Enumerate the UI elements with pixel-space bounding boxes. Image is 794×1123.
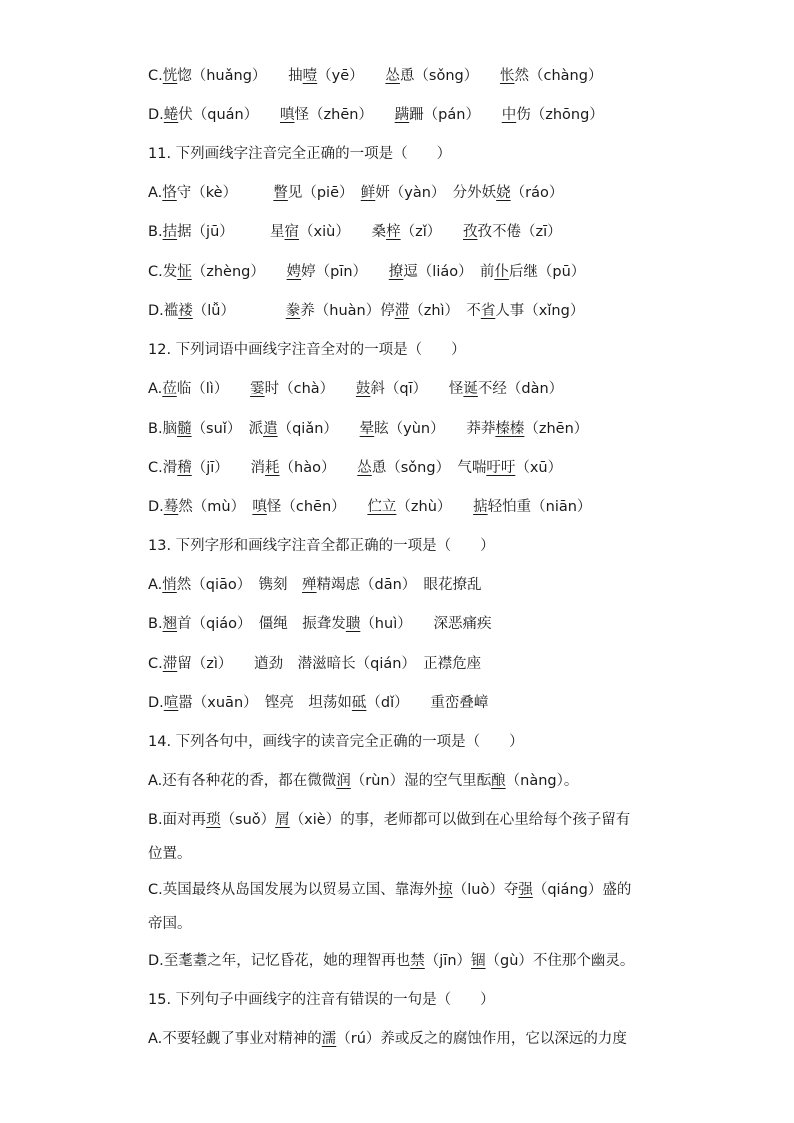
- text-line: [148, 66, 678, 86]
- text-segment: （zhì） 不: [409, 303, 481, 319]
- text-segment: （rú）养或反之的腐蚀作用，它以深远的力度: [336, 1031, 627, 1047]
- underlined-char: 宿: [284, 224, 300, 240]
- underlined-char: 砥: [351, 695, 367, 711]
- text-segment: D.: [148, 303, 164, 319]
- underlined-char: 仆: [494, 264, 509, 280]
- text-segment: 轻怕重（niān）: [487, 499, 592, 515]
- underlined-char: 蜷: [163, 107, 179, 123]
- text-segment: C.: [148, 460, 163, 476]
- text-line: [148, 497, 678, 517]
- underlined-char: 伫立: [367, 499, 397, 515]
- underlined-char: 滞: [162, 656, 178, 672]
- text-line: [148, 419, 678, 439]
- text-segment: 帝国。: [148, 916, 192, 932]
- text-segment: 婷（pīn）: [301, 264, 389, 280]
- text-line: [148, 614, 678, 634]
- text-line: [148, 771, 678, 791]
- text-segment: B.: [148, 616, 163, 632]
- underlined-char: 蓦: [163, 499, 179, 515]
- text-line: [148, 990, 678, 1010]
- text-line: [148, 536, 678, 556]
- text-segment: 养（huàn）停: [300, 303, 395, 319]
- text-segment: 留（zì） 遒劲 潜滋暗长（qián） 正襟危座: [177, 656, 482, 672]
- text-segment: （rùn）湿的空气里酝: [350, 773, 492, 789]
- underlined-char: 喧: [163, 695, 179, 711]
- underlined-char: 撩: [388, 264, 404, 280]
- text-segment: （xiù） 桑: [299, 224, 387, 240]
- text-segment: （xū）: [515, 460, 563, 476]
- underlined-char: 濡: [321, 1031, 337, 1047]
- text-segment: 临（lì）: [176, 381, 251, 397]
- underlined-char: 髓: [177, 421, 192, 437]
- text-segment: 后继（pū）: [508, 264, 586, 280]
- text-segment: （qiáng）盛的: [532, 882, 632, 898]
- text-segment: D.: [148, 695, 164, 711]
- text-segment: 时（chà）: [264, 381, 356, 397]
- text-line: [148, 222, 678, 242]
- underlined-char: 拮: [162, 224, 178, 240]
- text-segment: D.: [148, 107, 164, 123]
- text-segment: A.: [148, 577, 163, 593]
- text-line: [148, 144, 678, 164]
- text-line: [148, 732, 678, 752]
- text-segment: 孜不倦（zī）: [477, 224, 562, 240]
- text-line: [148, 951, 678, 971]
- underlined-char: 娆: [496, 185, 511, 201]
- text-segment: （suǒ）: [220, 812, 276, 828]
- underlined-char: 遣: [263, 421, 278, 437]
- text-line: [148, 379, 678, 399]
- underlined-char: 娉: [286, 264, 302, 280]
- text-segment: 人事（xǐng）: [495, 303, 585, 319]
- text-segment: 怪（zhēn）: [294, 107, 395, 123]
- text-segment: 逗（liáo） 前: [403, 264, 495, 280]
- underlined-char: 怔: [177, 264, 192, 280]
- underlined-char: 褛: [178, 303, 193, 319]
- underlined-char: 瞥: [273, 185, 288, 201]
- underlined-char: 聩: [345, 616, 361, 632]
- text-segment: （nàng）。: [505, 773, 579, 789]
- underlined-char: 恪: [162, 185, 177, 201]
- text-segment: 跚（pán）: [409, 107, 502, 123]
- text-line: [148, 914, 678, 934]
- underlined-char: 怂: [385, 68, 400, 84]
- underlined-char: 强: [518, 882, 533, 898]
- underlined-char: 诞: [463, 381, 478, 397]
- text-segment: 妍（yàn） 分外妖: [375, 185, 497, 201]
- text-segment: （xiè）的事，老师都可以做到在心里给每个孩子留有: [289, 812, 631, 828]
- text-segment: 惚（huǎng） 抽: [177, 68, 303, 84]
- text-segment: 滑: [162, 460, 178, 476]
- text-line: [148, 844, 678, 864]
- text-segment: （hào）: [279, 460, 358, 476]
- text-line: [148, 575, 678, 595]
- underlined-char: 琐: [206, 812, 221, 828]
- text-segment: 不经（dàn）: [477, 381, 564, 397]
- underlined-char: 孜: [462, 224, 478, 240]
- text-line: [148, 693, 678, 713]
- underlined-char: 怂: [357, 460, 372, 476]
- text-segment: 然（chàng）: [514, 68, 603, 84]
- text-segment: 15. 下列句子中画线字的注音有错误的一句是（ ）: [148, 992, 495, 1008]
- text-segment: C.: [148, 68, 163, 84]
- text-segment: 褴: [163, 303, 179, 319]
- text-segment: 守（kè）: [176, 185, 274, 201]
- underlined-char: 锢: [471, 953, 486, 969]
- underlined-char: 鲜: [360, 185, 376, 201]
- text-segment: 13. 下列字形和画线字注音全都正确的一项是（ ）: [148, 538, 495, 554]
- text-line: [148, 105, 678, 125]
- text-segment: 嚣（xuān） 铿亮 坦荡如: [178, 695, 352, 711]
- underlined-char: 翘: [162, 616, 178, 632]
- text-segment: （suǐ） 派: [191, 421, 264, 437]
- text-segment: （huì） 深恶痛疾: [360, 616, 492, 632]
- underlined-char: 吁吁: [486, 460, 516, 476]
- text-segment: （lǚ）: [192, 303, 286, 319]
- text-segment: （jī） 消: [191, 460, 266, 476]
- text-segment: （luò）夺: [452, 882, 519, 898]
- underlined-char: 屑: [275, 812, 290, 828]
- text-line: [148, 183, 678, 203]
- underlined-char: 殚: [302, 577, 317, 593]
- text-segment: （zhù）: [396, 499, 474, 515]
- text-segment: （qiǎn）: [277, 421, 360, 437]
- text-segment: D.: [148, 499, 164, 515]
- underlined-char: 润: [336, 773, 351, 789]
- text-segment: C.: [148, 264, 163, 280]
- text-segment: 怪（chēn）: [266, 499, 368, 515]
- underlined-char: 悄: [162, 577, 177, 593]
- underlined-char: 恍: [162, 68, 178, 84]
- text-segment: 恿（sǒng） 气喘: [371, 460, 487, 476]
- underlined-char: 鼓: [355, 381, 371, 397]
- text-line: [148, 880, 678, 900]
- underlined-char: 蹒: [394, 107, 410, 123]
- underlined-char: 莅: [162, 381, 177, 397]
- text-line: [148, 810, 678, 830]
- text-segment: （jīn）: [424, 953, 472, 969]
- text-segment: 14. 下列各句中，画线字的读音完全正确的一项是（ ）: [148, 734, 524, 750]
- text-segment: 见（piē）: [287, 185, 361, 201]
- underlined-char: 稽: [177, 460, 192, 476]
- underlined-char: 省: [480, 303, 496, 319]
- underlined-char: 耗: [265, 460, 280, 476]
- underlined-char: 豢: [285, 303, 301, 319]
- text-line: [148, 301, 678, 321]
- text-segment: 脑: [162, 421, 178, 437]
- underlined-char: 嗔: [280, 107, 295, 123]
- text-segment: 伏（quán）: [178, 107, 281, 123]
- underlined-char: 霎: [250, 381, 265, 397]
- underlined-char: 怅: [500, 68, 515, 84]
- text-segment: （gù）不住那个幽灵。: [485, 953, 635, 969]
- text-segment: B.面对再: [148, 812, 207, 828]
- text-segment: 位置。: [148, 846, 192, 862]
- text-segment: 恿（sǒng）: [399, 68, 500, 84]
- text-segment: （yē）: [317, 68, 386, 84]
- text-line: [148, 654, 678, 674]
- underlined-char: 酿: [491, 773, 506, 789]
- text-segment: 12. 下列词语中画线字注音全对的一项是（ ）: [148, 342, 466, 358]
- underlined-char: 噎: [302, 68, 318, 84]
- text-segment: B.: [148, 421, 163, 437]
- text-segment: C.英国最终从岛国发展为以贸易立国、靠海外: [148, 882, 439, 898]
- text-segment: A.: [148, 185, 163, 201]
- text-segment: （zǐ）: [400, 224, 463, 240]
- text-segment: 据（jū） 星: [177, 224, 285, 240]
- text-segment: （dǐ） 重峦叠嶂: [366, 695, 489, 711]
- text-segment: 首（qiáo） 僵绳 振聋发: [177, 616, 346, 632]
- text-segment: A.还有各种花的香，都在微微: [148, 773, 337, 789]
- text-segment: （zhèng）: [191, 264, 287, 280]
- text-segment: D.至耄耋之年，记忆昏花，她的理智再也: [148, 953, 411, 969]
- text-line: [148, 1029, 678, 1049]
- underlined-char: 掂: [473, 499, 488, 515]
- underlined-char: 晕: [359, 421, 375, 437]
- text-segment: 斜（qī） 怪: [370, 381, 464, 397]
- text-segment: B.: [148, 224, 163, 240]
- text-segment: 然（qiāo） 镌刻: [176, 577, 303, 593]
- text-segment: 11. 下列画线字注音完全正确的一项是（ ）: [148, 146, 452, 162]
- underlined-char: 嗔: [252, 499, 267, 515]
- text-segment: A.: [148, 381, 163, 397]
- text-line: [148, 458, 678, 478]
- text-segment: C.: [148, 656, 163, 672]
- text-segment: （ráo）: [510, 185, 564, 201]
- text-line: [148, 340, 678, 360]
- text-segment: 精竭虑（dān） 眼花撩乱: [316, 577, 482, 593]
- underlined-char: 掠: [438, 882, 453, 898]
- underlined-char: 榛榛: [495, 421, 525, 437]
- underlined-char: 滞: [394, 303, 410, 319]
- underlined-char: 禁: [410, 953, 425, 969]
- text-line: [148, 262, 678, 282]
- text-segment: 然（mù）: [178, 499, 253, 515]
- text-segment: 眩（yùn） 莽莽: [374, 421, 496, 437]
- text-segment: （zhēn）: [524, 421, 589, 437]
- text-segment: 发: [162, 264, 178, 280]
- text-segment: 伤（zhōng）: [516, 107, 604, 123]
- underlined-char: 中: [501, 107, 517, 123]
- text-segment: A.不要轻觑了事业对精神的: [148, 1031, 322, 1047]
- underlined-char: 梓: [386, 224, 401, 240]
